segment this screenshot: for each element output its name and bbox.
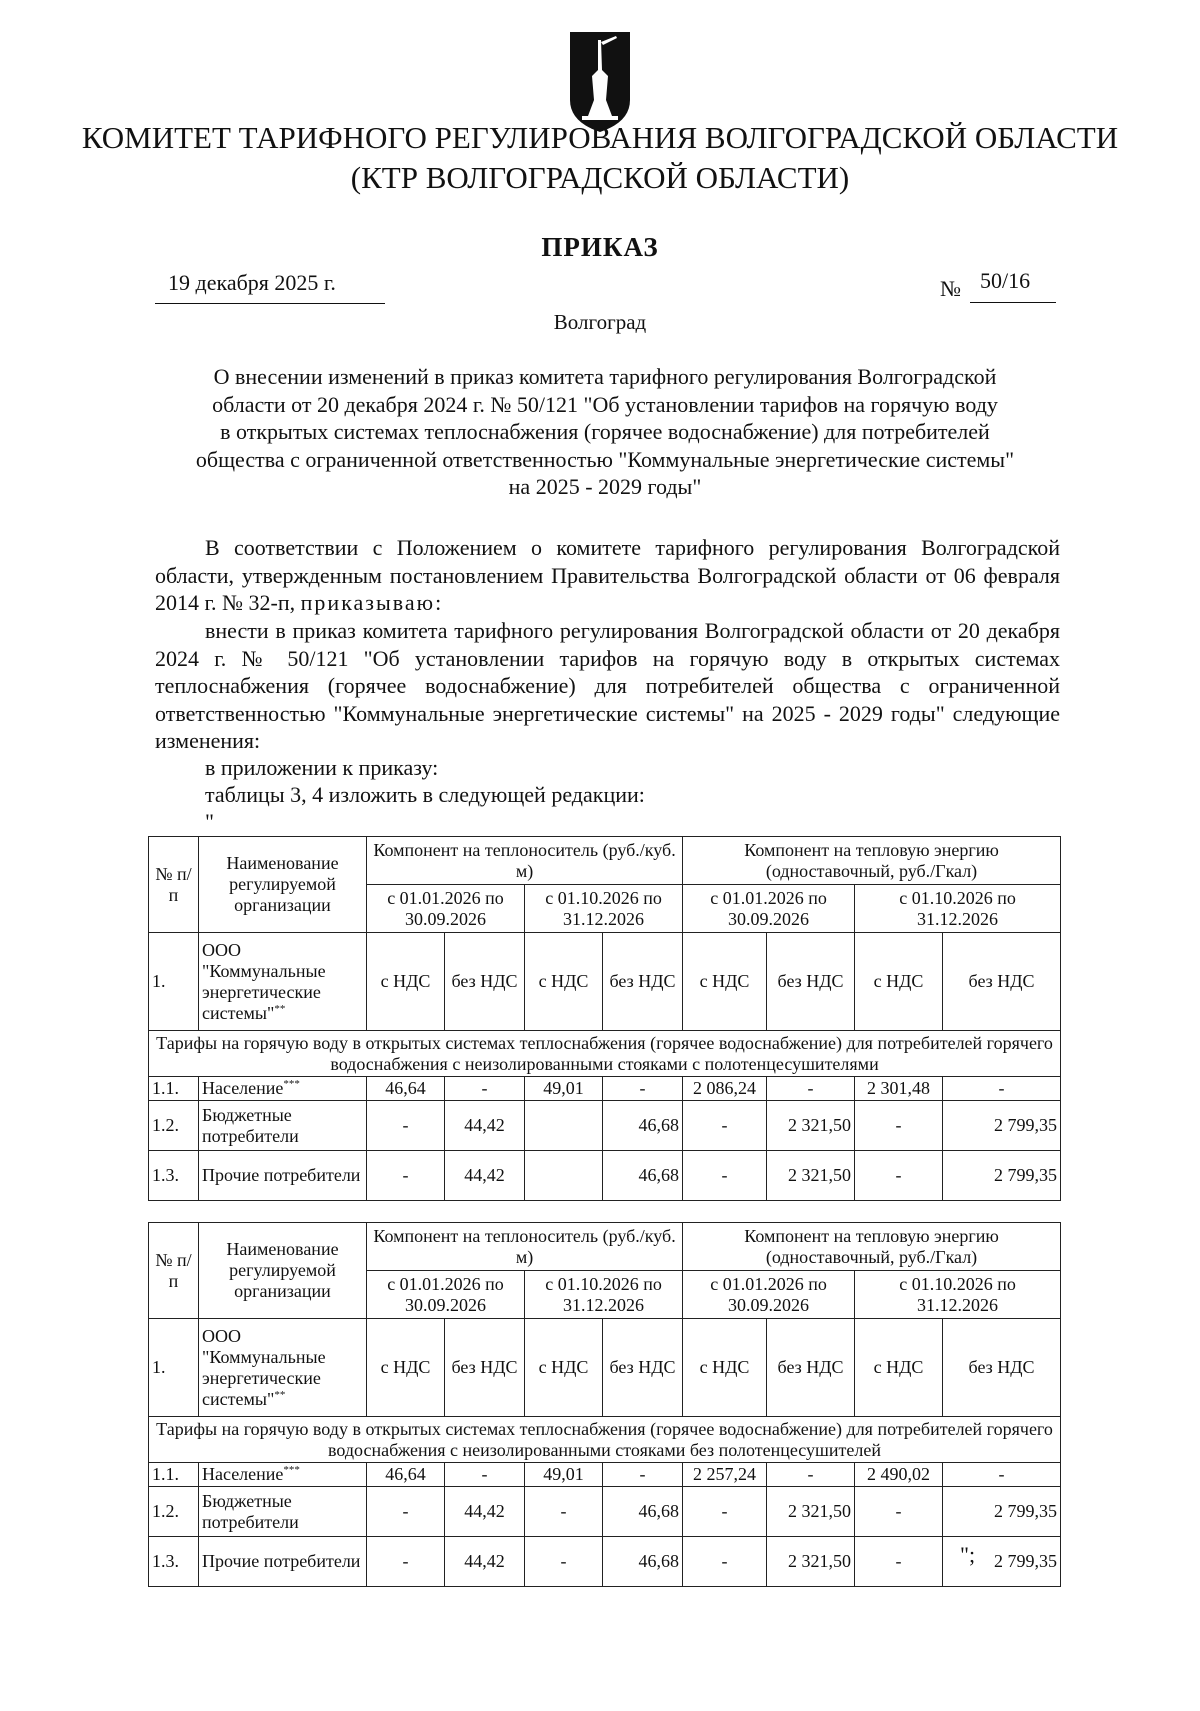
header-energy: Компонент на тепловую энергию (одноставочный, руб./Гкал) xyxy=(683,837,1061,885)
order-verb: приказываю: xyxy=(300,590,444,615)
tariff-value: 2 301,48 xyxy=(855,1077,943,1101)
tariff-value: - xyxy=(683,1537,767,1587)
vat-label: без НДС xyxy=(943,1319,1061,1417)
tariff-value: - xyxy=(367,1487,445,1537)
subject-line: О внесении изменений в приказ комитета тарифного регулирования Волгоградской xyxy=(213,364,997,389)
header-period: с 01.10.2026 по 31.12.2026 xyxy=(855,885,1061,933)
footnote-mark: *** xyxy=(283,1078,300,1090)
tariff-value: - xyxy=(683,1151,767,1201)
subject-line: на 2025 - 2029 годы" xyxy=(508,474,702,499)
tariff-value: 44,42 xyxy=(445,1151,525,1201)
tariff-value: 2 321,50 xyxy=(767,1101,855,1151)
org-short-name: (КТР ВОЛГОГРАДСКОЙ ОБЛАСТИ) xyxy=(350,160,850,195)
tariff-value: 49,01 xyxy=(525,1077,603,1101)
header-period: с 01.10.2026 по 31.12.2026 xyxy=(855,1271,1061,1319)
tariff-value: 46,68 xyxy=(603,1537,683,1587)
footnote-mark: *** xyxy=(283,1464,300,1476)
header-num: № п/п xyxy=(149,1223,199,1319)
tariff-value: 2 799,35 xyxy=(943,1537,1061,1587)
table-row xyxy=(149,1463,1061,1487)
tariff-value: 2 321,50 xyxy=(767,1151,855,1201)
section-title: Тарифы на горячую воду в открытых системах теплоснабжения (горячее водоснабжение) для потребителей горячего водоснабжения с неизолированными стояками без полотенцесушителей xyxy=(149,1417,1061,1463)
org-row-name xyxy=(199,1319,367,1417)
tariff-value: 2 799,35 xyxy=(943,1487,1061,1537)
tariff-value: - xyxy=(855,1101,943,1151)
table-row xyxy=(149,1077,1061,1101)
tariff-value: 49,01 xyxy=(525,1463,603,1487)
open-quote: " xyxy=(205,809,214,834)
vat-label: с НДС xyxy=(525,933,603,1031)
row-num: 1.1. xyxy=(149,1077,199,1101)
vat-label: без НДС xyxy=(767,933,855,1031)
header-energy: Компонент на тепловую энергию (одноставочный, руб./Гкал) xyxy=(683,1223,1061,1271)
appendix-line: в приложении к приказу: xyxy=(205,755,439,780)
city: Волгоград xyxy=(553,310,647,334)
vat-label: без НДС xyxy=(767,1319,855,1417)
table-row xyxy=(149,1537,1061,1587)
vat-label: без НДС xyxy=(943,933,1061,1031)
header-num: № п/п xyxy=(149,837,199,933)
tariff-value: 46,64 xyxy=(367,1077,445,1101)
order-number: 50/16 xyxy=(980,268,1031,293)
row-name xyxy=(199,1487,367,1537)
header-period: с 01.01.2026 по 30.09.2026 xyxy=(367,885,525,933)
header-period: с 01.10.2026 по 31.12.2026 xyxy=(525,885,683,933)
row-name-text: Население xyxy=(202,1464,284,1484)
tariff-value: - xyxy=(525,1487,603,1537)
tariff-value: - xyxy=(603,1077,683,1101)
preamble-paragraph xyxy=(155,534,1060,617)
subject-line: общества с ограниченной ответственностью "Коммунальные энергетические системы" xyxy=(195,446,1015,472)
vat-label: с НДС xyxy=(683,1319,767,1417)
tariff-value: - xyxy=(855,1487,943,1537)
tariff-value: 44,42 xyxy=(445,1101,525,1151)
table-row xyxy=(149,1151,1061,1201)
header-carrier: Компонент на теплоноситель (руб./куб. м) xyxy=(367,837,683,885)
subject-line: области от 20 декабря 2024 г. № 50/121 "Об установлении тарифов на горячую воду xyxy=(212,391,998,417)
number-underline xyxy=(970,302,1056,303)
tariff-value: - xyxy=(855,1537,943,1587)
tariff-value: 46,68 xyxy=(603,1487,683,1537)
tariff-value: 46,68 xyxy=(603,1151,683,1201)
tariff-value: - xyxy=(603,1463,683,1487)
tariff-value: - xyxy=(683,1487,767,1537)
footnote-mark: ** xyxy=(274,1002,286,1015)
tariff-value: 44,42 xyxy=(445,1537,525,1587)
tariff-table-4 xyxy=(148,1222,1061,1587)
table-row xyxy=(149,1101,1061,1151)
org-row-name xyxy=(199,933,367,1031)
header-period: с 01.01.2026 по 30.09.2026 xyxy=(367,1271,525,1319)
tariff-value: - xyxy=(445,1463,525,1487)
row-name xyxy=(199,1463,367,1487)
row-name-text: Бюджетные потребители xyxy=(202,1490,299,1532)
tariff-value xyxy=(525,1101,603,1151)
tariff-value: 2 799,35 xyxy=(943,1151,1061,1201)
header-period: с 01.10.2026 по 31.12.2026 xyxy=(525,1271,683,1319)
row-name-text: Прочие потребители xyxy=(202,1165,361,1185)
tables-line: таблицы 3, 4 изложить в следующей редакции: xyxy=(205,782,645,807)
vat-label: с НДС xyxy=(855,933,943,1031)
vat-label: с НДС xyxy=(367,1319,445,1417)
vat-label: с НДС xyxy=(525,1319,603,1417)
tariff-value: - xyxy=(445,1077,525,1101)
amendment-paragraph: внести в приказ комитета тарифного регулирования Волгоградской области от 20 декабря 2024 г. № 50/121 "Об установлении тарифов на горячую воду в открытых системах теплоснабжения (горячее водоснабжение) для потребителей общества с ограниченной ответственностью "Коммунальные энергетические системы" на 2025 - 2029 годы" следующие изменения: xyxy=(155,618,1060,753)
row-num: 1.3. xyxy=(149,1151,199,1201)
row-num: 1.3. xyxy=(149,1537,199,1587)
tariff-value: 2 086,24 xyxy=(683,1077,767,1101)
preamble-text: В соответствии с Положением о комитете тарифного регулирования Волгоградской области, утвержденным постановлением Правительства Волгоградской области от 06 февраля 2014 г. № 32-п, xyxy=(155,535,1060,615)
row-name-text: Население xyxy=(202,1078,284,1098)
tariff-value: 2 321,50 xyxy=(767,1487,855,1537)
tariff-value: - xyxy=(367,1151,445,1201)
tariff-value: - xyxy=(855,1151,943,1201)
tariff-value: - xyxy=(943,1463,1061,1487)
org-row-num: 1. xyxy=(149,933,199,1031)
vat-label: без НДС xyxy=(603,1319,683,1417)
org-row-name-text: ООО "Коммунальные энергетические системы" xyxy=(202,1325,326,1409)
footnote-mark: ** xyxy=(274,1388,286,1401)
vat-label: с НДС xyxy=(367,933,445,1031)
vat-label: без НДС xyxy=(445,1319,525,1417)
tariff-value: - xyxy=(683,1101,767,1151)
tariff-value: 46,68 xyxy=(603,1101,683,1151)
row-name-text: Бюджетные потребители xyxy=(202,1104,299,1146)
org-row-num: 1. xyxy=(149,1319,199,1417)
tariff-table-3 xyxy=(148,836,1061,1201)
table-row xyxy=(149,1487,1061,1537)
row-num: 1.1. xyxy=(149,1463,199,1487)
closing-quote: "; xyxy=(960,1542,976,1567)
number-label: № xyxy=(940,276,961,301)
tariff-value: 2 257,24 xyxy=(683,1463,767,1487)
document-type: ПРИКАЗ xyxy=(541,232,659,262)
tariff-value: 2 799,35 xyxy=(943,1101,1061,1151)
row-num: 1.2. xyxy=(149,1487,199,1537)
tariff-value: - xyxy=(943,1077,1061,1101)
tariff-value: 44,42 xyxy=(445,1487,525,1537)
row-name xyxy=(199,1077,367,1101)
order-date: 19 декабря 2025 г. xyxy=(168,270,336,295)
section-title: Тарифы на горячую воду в открытых системах теплоснабжения (горячее водоснабжение) для потребителей горячего водоснабжения с неизолированными стояками с полотенцесушителями xyxy=(149,1031,1061,1077)
vat-label: с НДС xyxy=(855,1319,943,1417)
subject-line: в открытых системах теплоснабжения (горячее водоснабжение) для потребителей xyxy=(220,419,990,444)
row-name-text: Прочие потребители xyxy=(202,1551,361,1571)
row-name xyxy=(199,1151,367,1201)
header-period: с 01.01.2026 по 30.09.2026 xyxy=(683,885,855,933)
header-org: Наименование регулируемой организации xyxy=(199,837,367,933)
row-num: 1.2. xyxy=(149,1101,199,1151)
order-subject xyxy=(150,363,1060,501)
tariff-value: - xyxy=(367,1537,445,1587)
row-name xyxy=(199,1537,367,1587)
tariff-value: - xyxy=(767,1077,855,1101)
vat-label: без НДС xyxy=(445,933,525,1031)
tariff-value: 2 490,02 xyxy=(855,1463,943,1487)
tariff-value: - xyxy=(367,1101,445,1151)
org-row-name-text: ООО "Коммунальные энергетические системы" xyxy=(202,939,326,1023)
row-name xyxy=(199,1101,367,1151)
tariff-value: 46,64 xyxy=(367,1463,445,1487)
date-underline xyxy=(155,303,385,304)
header-period: с 01.01.2026 по 30.09.2026 xyxy=(683,1271,855,1319)
header-org: Наименование регулируемой организации xyxy=(199,1223,367,1319)
tariff-value: 2 321,50 xyxy=(767,1537,855,1587)
vat-label: с НДС xyxy=(683,933,767,1031)
tariff-value: - xyxy=(767,1463,855,1487)
vat-label: без НДС xyxy=(603,933,683,1031)
header-carrier: Компонент на теплоноситель (руб./куб. м) xyxy=(367,1223,683,1271)
org-name: КОМИТЕТ ТАРИФНОГО РЕГУЛИРОВАНИЯ ВОЛГОГРАДСКОЙ ОБЛАСТИ xyxy=(81,120,1119,155)
tariff-value xyxy=(525,1151,603,1201)
tariff-value: - xyxy=(525,1537,603,1587)
